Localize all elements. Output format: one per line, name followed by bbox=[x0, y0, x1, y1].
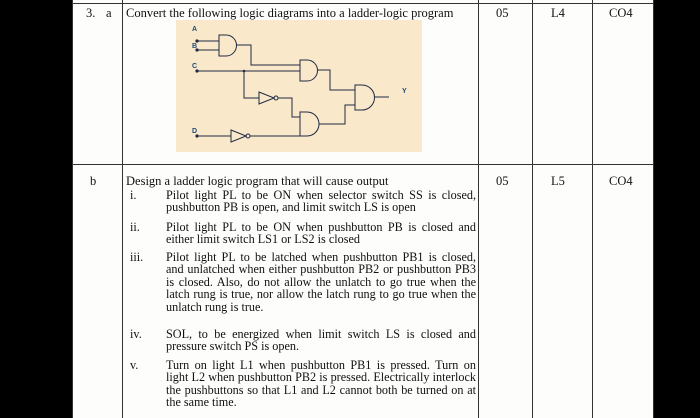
table-divider-marks bbox=[532, 0, 533, 418]
input-label-d: D bbox=[192, 128, 198, 135]
table-divider-subpart bbox=[122, 0, 123, 418]
item-number: i. bbox=[130, 188, 137, 202]
question-number: 3. bbox=[86, 6, 96, 20]
not-gate-1 bbox=[259, 92, 274, 104]
item-number: iii. bbox=[130, 250, 144, 264]
item-number: ii. bbox=[130, 220, 140, 234]
level-a: L4 bbox=[551, 6, 565, 20]
marks-b: 05 bbox=[496, 174, 509, 188]
table-border-left bbox=[72, 0, 73, 418]
logic-diagram bbox=[176, 20, 422, 152]
item-text: Pilot light PL to be ON when selector switch SS is closed, pushbutton PB is open, and limit switch LS is open bbox=[166, 188, 476, 215]
and-gate-4 bbox=[300, 112, 319, 136]
wire-and1-out bbox=[236, 45, 300, 65]
wire-and4-out bbox=[319, 105, 355, 124]
wire-and2-out bbox=[317, 70, 355, 90]
wire-not1-out bbox=[278, 98, 300, 117]
item-text: Pilot light PL to be ON when pushbutton PB is closed and either limit switch LS1 or LS2 is closed bbox=[166, 220, 476, 247]
subpart-b-label: b bbox=[90, 174, 97, 188]
level-b: L5 bbox=[551, 174, 565, 188]
item-text: Pilot light PL to be latched when pushbutton PB1 is closed, and unlatched when either pushbutton PB2 or pushbutton PB3 is closed. Also, do not allow the unlatch to go true when the latch rung is true, nor allow the latch rung to go true when the unlatch rung is true. bbox=[166, 250, 476, 314]
item-text: Turn on light L1 when pushbutton PB1 is pressed. Turn on light L2 when pushbutton PB2 is pressed. Electrically interlock the pushbuttons so that L1 and L2 cannot both be turned on at the same time. bbox=[166, 358, 476, 410]
question-a-text: Convert the following logic diagrams into a ladder-logic program bbox=[126, 6, 454, 20]
table-divider-level bbox=[592, 0, 593, 418]
co-a: CO4 bbox=[609, 6, 633, 20]
and-gate-2 bbox=[300, 60, 318, 81]
table-border-right bbox=[653, 0, 654, 418]
input-label-a: A bbox=[192, 26, 198, 33]
input-label-b: B bbox=[192, 43, 198, 50]
input-label-c: C bbox=[192, 63, 198, 70]
item-text: SOL, to be energized when limit switch LS is closed and pressure switch PS is open. bbox=[166, 327, 476, 354]
table-top-border bbox=[72, 3, 654, 4]
question-b-text: Design a ladder logic program that will cause output bbox=[126, 174, 389, 188]
and-gate-3 bbox=[355, 85, 375, 110]
co-b: CO4 bbox=[609, 174, 633, 188]
subpart-a-label: a bbox=[106, 6, 112, 20]
and-gate-1 bbox=[219, 35, 237, 56]
marks-a: 05 bbox=[496, 6, 509, 20]
item-number: v. bbox=[130, 358, 139, 372]
output-label-y: Y bbox=[402, 88, 407, 95]
item-number: iv. bbox=[130, 327, 142, 341]
not-gate-2 bbox=[231, 130, 246, 142]
table-divider-question bbox=[478, 0, 479, 418]
table-row-divider bbox=[72, 164, 654, 165]
wire-c-branch bbox=[244, 71, 259, 98]
